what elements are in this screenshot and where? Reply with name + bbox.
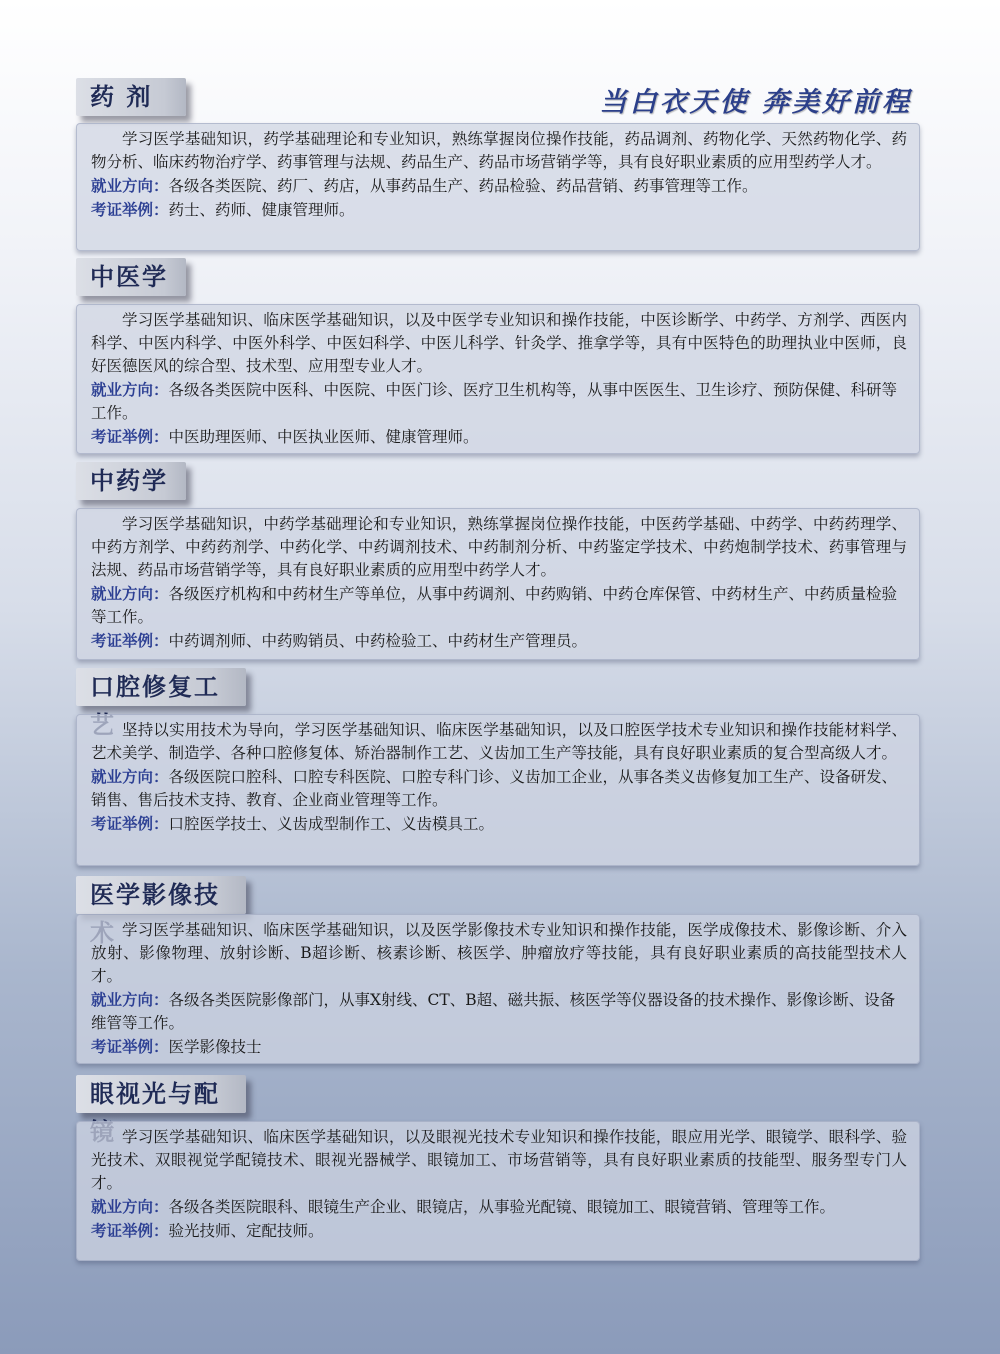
section-description: 学习医学基础知识，药学基础理论和专业知识，熟练掌握岗位操作技能，药品调剂、药物化学、天然药物化学、药物分析、临床药物治疗学、药事管理与法规、药品生产、药品市场营销学等，具有良好职业素质的应用型药学人才。 xyxy=(91,130,907,171)
section-title: 中医学 xyxy=(76,258,186,296)
employment-text: 各级各类医院影像部门，从事X射线、CT、B超、磁共振、核医学等仪器设备的技术操作、影像诊断、设备维管等工作。 xyxy=(91,991,896,1032)
employment-text: 各级医院口腔科、口腔专科医院、口腔专科门诊、义齿加工企业，从事各类义齿修复加工生产、设备研发、销售、售后技术支持、教育、企业商业管理等工作。 xyxy=(91,768,898,809)
certificate-line xyxy=(91,812,907,836)
employment-text: 各级医疗机构和中药材生产等单位，从事中药调剂、中药购销、中药仓库保管、中药材生产、中药质量检验等工作。 xyxy=(91,585,898,626)
section-title: 眼视光与配 xyxy=(76,1075,246,1113)
section-content xyxy=(76,714,920,866)
employment-label: 就业方向： xyxy=(91,176,169,195)
employment-text: 各级各类医院中医科、中医院、中医门诊、医疗卫生机构等，从事中医医生、卫生诊疗、预防保健、科研等工作。 xyxy=(91,381,898,422)
employment-line xyxy=(91,582,907,629)
employment-label: 就业方向： xyxy=(91,990,169,1009)
section-title: 医学影像技 xyxy=(76,876,246,914)
section-description: 坚持以实用技术为导向，学习医学基础知识、临床医学基础知识，以及口腔医学技术专业知识和操作技能材料学、艺术美学、制造学、各种口腔修复体、矫治器制作工艺、义齿加工生产等技能，具有良好职业素质的复合型高级人才。 xyxy=(91,721,907,762)
employment-label: 就业方向： xyxy=(91,380,169,399)
employment-line xyxy=(91,174,907,198)
certificate-text: 中药调剂师、中药购销员、中药检验工、中药材生产管理员。 xyxy=(168,632,588,650)
employment-line xyxy=(91,378,907,425)
certificate-label: 考证举例： xyxy=(91,200,169,219)
certificate-label: 考证举例： xyxy=(91,427,169,446)
certificate-text: 验光技师、定配技师。 xyxy=(168,1222,324,1240)
employment-text: 各级各类医院、药厂、药店，从事药品生产、药品检验、药品营销、药事管理等工作。 xyxy=(168,177,758,195)
certificate-label: 考证举例： xyxy=(91,1221,169,1240)
section-title: 中药学 xyxy=(76,462,186,500)
certificate-line xyxy=(91,198,907,222)
certificate-label: 考证举例： xyxy=(91,814,169,833)
certificate-text: 中医助理医师、中医执业医师、健康管理师。 xyxy=(168,428,479,446)
employment-label: 就业方向： xyxy=(91,767,169,786)
employment-label: 就业方向： xyxy=(91,584,169,603)
certificate-line xyxy=(91,1035,907,1059)
certificate-text: 药士、药师、健康管理师。 xyxy=(168,201,355,219)
section-description: 学习医学基础知识、临床医学基础知识，以及中医学专业知识和操作技能，中医诊断学、中药学、方剂学、西医内科学、中医内科学、中医外科学、中医妇科学、中医儿科学、针灸学、推拿学等，具有中医特色的助理执业中医师，良好医德医风的综合型、技术型、应用型专业人才。 xyxy=(91,311,907,375)
employment-line xyxy=(91,765,907,812)
section-content xyxy=(76,508,920,660)
employment-line xyxy=(91,1195,907,1219)
slogan: 当白衣天使 奔美好前程 xyxy=(599,87,912,118)
section-description: 学习医学基础知识、临床医学基础知识，以及眼视光技术专业知识和操作技能，眼应用光学、眼镜学、眼科学、验光技术、双眼视觉学配镜技术、眼视光器械学、眼镜加工、市场营销等，具有良好职业素质的技能型、服务型专门人才。 xyxy=(91,1128,907,1192)
section-description: 学习医学基础知识，中药学基础理论和专业知识，熟练掌握岗位操作技能，中医药学基础、中药学、中药药理学、中药方剂学、中药药剂学、中药化学、中药调剂技术、中药制剂分析、中药鉴定学技术、中药炮制学技术、药事管理与法规、药品市场营销学等，具有良好职业素质的应用型中药学人才。 xyxy=(91,515,907,579)
section-title: 口腔修复工 xyxy=(76,668,246,706)
certificate-text: 医学影像技士 xyxy=(168,1038,262,1056)
section-content xyxy=(76,914,920,1064)
section-title: 药 剂 xyxy=(76,78,186,116)
certificate-text: 口腔医学技士、义齿成型制作工、义齿模具工。 xyxy=(168,815,495,833)
certificate-line xyxy=(91,1219,907,1243)
certificate-label: 考证举例： xyxy=(91,1037,169,1056)
section-description: 学习医学基础知识、临床医学基础知识，以及医学影像技术专业知识和操作技能，医学成像技术、影像诊断、介入放射、影像物理、放射诊断、B超诊断、核素诊断、核医学、肿瘤放疗等技能，具有良好职业素质的高技能型技术人才。 xyxy=(91,921,907,985)
employment-line xyxy=(91,988,907,1035)
section-content xyxy=(76,304,920,454)
section-content xyxy=(76,1121,920,1261)
section-content xyxy=(76,123,920,251)
certificate-line xyxy=(91,425,907,449)
employment-label: 就业方向： xyxy=(91,1197,169,1216)
certificate-line xyxy=(91,629,907,653)
employment-text: 各级各类医院眼科、眼镜生产企业、眼镜店，从事验光配镜、眼镜加工、眼镜营销、管理等工作。 xyxy=(168,1198,836,1216)
certificate-label: 考证举例： xyxy=(91,631,169,650)
